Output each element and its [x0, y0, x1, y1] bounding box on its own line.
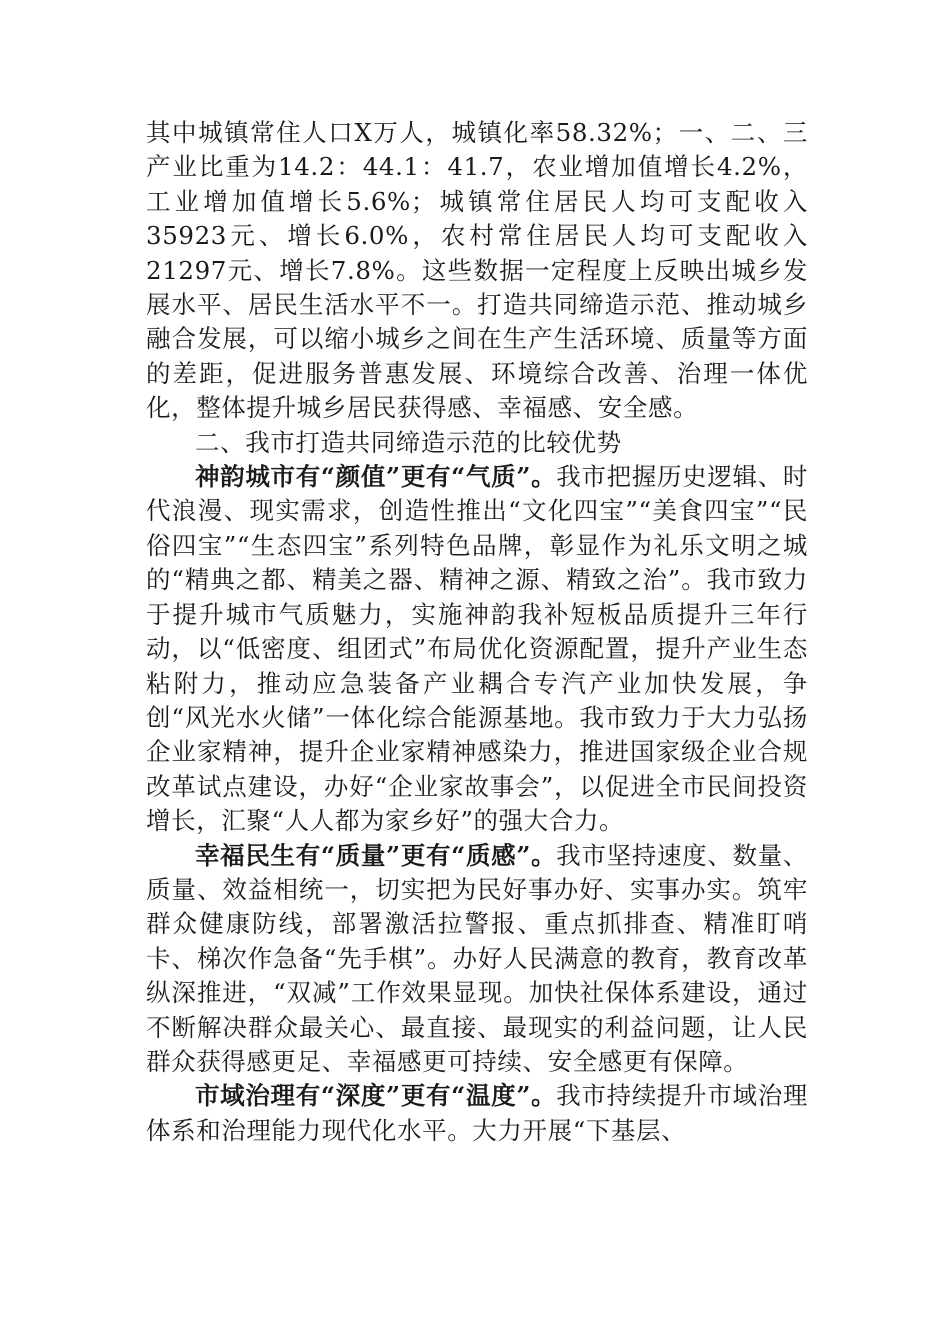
paragraph-lead: 市域治理有“深度”更有“温度”。 [195, 1081, 557, 1111]
paragraph-body: 我市把握历史逻辑、时代浪漫、现实需求，创造性推出“文化四宝”“美食四宝”“民俗四宝”“生态四宝”系列特色品牌，彰显作为礼乐文明之城的“精典之都、精美之器、精神之源、精致之治”。我市致力于提升城市气质魅力，实施神韵我补短板品质提升三年行动，以“低密度、组团式”布局优化资源配置，提升产业生态粘附力，推动应急装备产业耦合专汽产业加快发展，争创“风光水火储”一体化综合能源基地。我市致力于大力弘扬企业家精神，提升企业家精神感染力，推进国家级企业合规改革试点建设，办好“企业家故事会”，以促进全市民间投资增长，汇聚“人人都为家乡好”的强大合力。 [146, 462, 809, 836]
paragraph-body: 我市坚持速度、数量、质量、效益相统一，切实把为民好事办好、实事办实。筑牢群众健康防线，部署激活拉警报、重点抓排查、精准盯哨卡、梯次作急备“先手棋”。办好人民满意的教育，教育改革纵深推进，“双减”工作效果显现。加快社保体系建设，通过不断解决群众最关心、最直接、最现实的利益问题，让人民群众获得感更足、幸福感更可持续、安全感更有保障。 [146, 840, 809, 1076]
section-heading: 二、我市打造共同缔造示范的比较优势 [195, 427, 622, 457]
paragraph-livelihood [146, 839, 808, 1080]
paragraph-governance [146, 1079, 808, 1148]
paragraph-lead: 幸福民生有“质量”更有“质感”。 [195, 840, 557, 870]
paragraph-lead: 神韵城市有“颜值”更有“气质”。 [195, 462, 557, 492]
paragraph-body: 我市持续提升市域治理体系和治理能力现代化水平。大力开展“下基层、 [146, 1081, 809, 1145]
paragraph-city-charm [146, 460, 808, 838]
document-page [146, 116, 808, 1148]
paragraph-statistics: 其中城镇常住人口X万人，城镇化率58.32%；一、二、三产业比重为14.2：44.1：41.7，农业增加值增长4.2%，工业增加值增长5.6%；城镇常住居民人均可支配收入35923元、增长6.0%，农村常住居民人均可支配收入21297元、增长7.8%。这些数据一定程度上反映出城乡发展水平、居民生活水平不一。打造共同缔造示范、推动城乡融合发展，可以缩小城乡之间在生产生活环境、质量等方面的差距，促进服务普惠发展、环境综合改善、治理一体优化，整体提升城乡居民获得感、幸福感、安全感。 [146, 118, 808, 423]
